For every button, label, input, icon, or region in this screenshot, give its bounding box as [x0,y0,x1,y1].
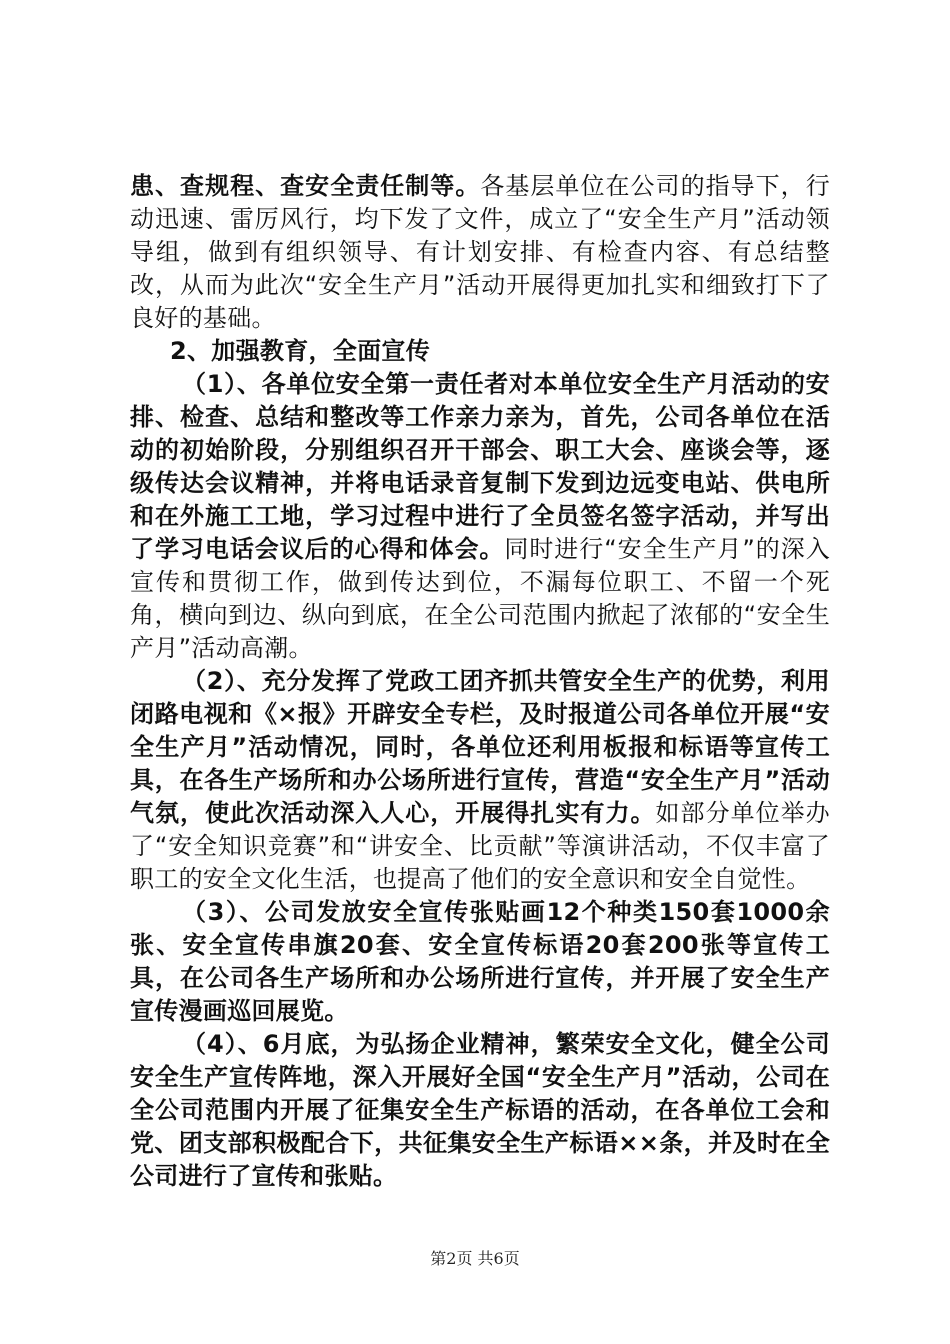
paragraph-item-2-light: 如部分单位举办了“安全知识竞赛”和“讲安全、比贡献”等演讲活动，不仅丰富了职工的安全文化生活，也提高了他们的安全意识和安全自觉性。 [130,799,830,893]
paragraph-item-3 [130,896,830,1028]
paragraph-item-2-bold: （2）、充分发挥了党政工团齐抓共管安全生产的优势，利用闭路电视和《×报》开辟安全专栏，及时报道公司各单位开展“安全生产月”活动情况，同时，各单位还利用板报和标语等宣传工具，在各生产场所和办公场所进行宣传，营造“安全生产月”活动气氛，使此次活动深入人心，开展得扎实有力。 [130,667,830,827]
paragraph-item-4-bold: （4）、6月底，为弘扬企业精神，繁荣安全文化，健全公司安全生产宣传阵地，深入开展好全国“安全生产月”活动，公司在全公司范围内开展了征集安全生产标语的活动，在各单位工会和党、团支部积极配合下，共征集安全生产标语××条，并及时在全公司进行了宣传和张贴。 [130,1030,830,1190]
section-heading-text: 2、加强教育，全面宣传 [170,337,430,365]
document-body [130,170,830,1193]
page-footer [0,1246,950,1269]
paragraph-item-1 [130,368,830,665]
section-heading [130,335,830,368]
paragraph-item-1-bold: （1）、各单位安全第一责任者对本单位安全生产月活动的安排、检查、总结和整改等工作亲力亲为，首先，公司各单位在活动的初始阶段，分别组织召开干部会、职工大会、座谈会等，逐级传达会议精神，并将电话录音复制下发到边远变电站、供电所和在外施工工地，学习过程中进行了全员签名签字活动，并写出了学习电话会议后的心得和体会。 [130,370,830,563]
paragraph-1-bold: 患、查规程、查安全责任制等。 [130,172,481,200]
paragraph-continuation [130,170,830,335]
paragraph-item-1-light: 同时进行“安全生产月”的深入宣传和贯彻工作，做到传达到位，不漏每位职工、不留一个死角，横向到边、纵向到底，在全公司范围内掀起了浓郁的“安全生产月”活动高潮。 [130,535,830,662]
paragraph-item-3-bold: （3）、公司发放安全宣传张贴画12个种类150套1000余张、安全宣传串旗20套、安全宣传标语20套200张等宣传工具，在公司各生产场所和办公场所进行宣传，并开展了安全生产宣传漫画巡回展览。 [130,898,830,1025]
page-number-label: 第2页 共6页 [430,1249,520,1268]
paragraph-item-4 [130,1028,830,1193]
paragraph-item-2 [130,665,830,896]
paragraph-1-light: 各基层单位在公司的指导下，行动迅速、雷厉风行，均下发了文件，成立了“安全生产月”活动领导组，做到有组织领导、有计划安排、有检查内容、有总结整改，从而为此次“安全生产月”活动开展得更加扎实和细致打下了良好的基础。 [130,172,830,332]
